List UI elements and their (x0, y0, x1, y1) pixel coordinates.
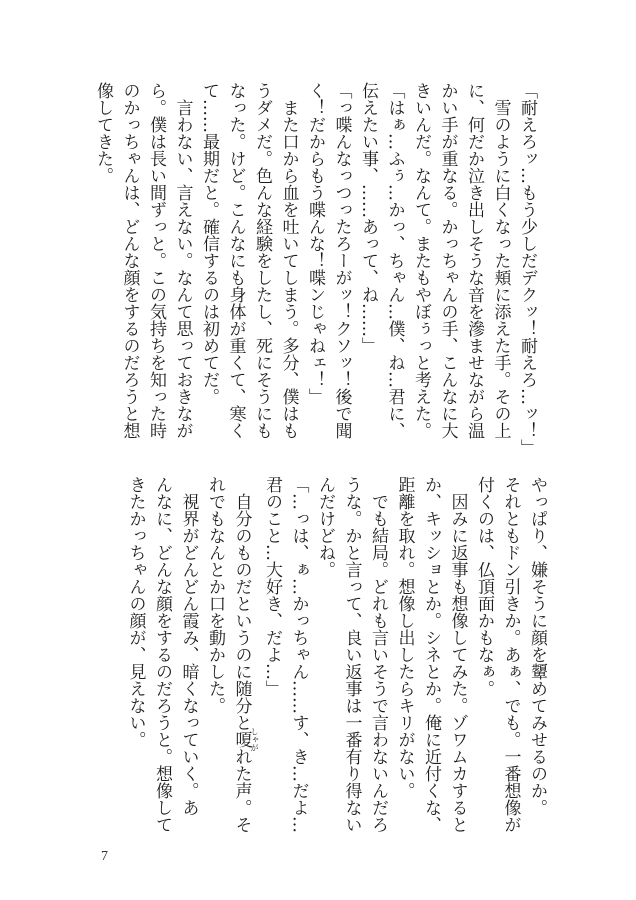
text-column: でも結局。どれも言いそうで言わないんだろ (368, 476, 388, 833)
text-column: か、キッショとか。シネとか。俺に近付くな、 (421, 476, 441, 833)
text-column: 「っ喋んなっつったろーがッ！クソッ！後で聞 (331, 82, 352, 439)
text-column: ら。僕は長い間ずっと。この気持ちを知った時 (146, 82, 166, 439)
column-text-after: れた声。そ (231, 748, 252, 833)
text-column: うな。かと言って、良い返事は一番有り得ない (341, 476, 362, 833)
text-column: 「はぁ…ふぅ…かっ、ちゃん…僕、ね…君に、 (384, 82, 405, 439)
text-column: また口から血を吐いてしまう。多分、僕はも (278, 82, 299, 439)
text-column: のかっちゃんは、どんな顔をするのだろうと想 (119, 82, 140, 439)
text-column: 「耐えろッ…もう少しだデクッ！耐えろ…ッ！」 (517, 82, 537, 456)
text-column: なった。けど。こんなにも身体が重くて、寒く (225, 82, 246, 439)
text-column: 視界がどんどん霞み、暗くなっていく。あ (178, 476, 199, 816)
text-column: きいんだ。なんて。またもやぼぅっと考えた。 (411, 82, 431, 439)
text-column: 像してきた。 (93, 82, 113, 184)
text-column: うダメだ。色んな経験をしたし、死にそうにも (252, 82, 272, 439)
text-column: 付くのは、仏頂面かもなぁ。 (474, 476, 494, 697)
text-column: きたかっちゃんの顔が、見えない。 (125, 476, 146, 748)
text-column: 雪のように白くなった頬に添えた手。その上 (490, 82, 511, 439)
text-column: それともドン引きか。あぁ、でも。一番想像が (500, 476, 521, 833)
text-block-top (90, 82, 541, 457)
text-column: んだけどね。 (315, 476, 335, 578)
text-column: に、何だか泣き出しそうな音を滲ませながら温 (464, 82, 484, 439)
text-column: 因みに返事も想像してみた。ゾワムカすると (447, 476, 468, 833)
text-column: んなに、どんな顔をするのだろうと。想像して (152, 476, 172, 833)
text-column: れでもなんとか口を動かした。 (205, 476, 225, 714)
text-column: 距離を取れ。想像し出したらキリがない。 (394, 476, 415, 799)
furigana-base: 嗄 (231, 727, 252, 752)
text-column: 君のこと…大好き、だよ…」 (262, 476, 282, 697)
text-column: かい手が重なる。かっちゃんの手、こんなに大 (437, 82, 458, 439)
furigana-reading: しゃが (250, 727, 259, 752)
column-text-before: 自分のものだというのに随分と (231, 476, 252, 731)
text-column: く！だからもう喋んな！喋ンじゃねェ！」 (305, 82, 325, 405)
text-column: やっぱり、嫌そうに顔を顰めてみせるのか。 (527, 476, 547, 816)
page-number: 7 (101, 849, 108, 864)
text-column: 「…っは、ぁ…かっちゃん……す、き…だよ… (288, 476, 309, 833)
text-column-with-furigana (228, 476, 259, 836)
text-column: て……最期だと。確信するのは初めてだ。 (199, 82, 219, 405)
furigana (231, 727, 259, 752)
text-block-bottom (122, 476, 550, 836)
text-column: 伝えたい事、……あって、ね……」 (358, 82, 378, 354)
text-column: 言わない、言えない。なんて思っておきなが (172, 82, 193, 439)
